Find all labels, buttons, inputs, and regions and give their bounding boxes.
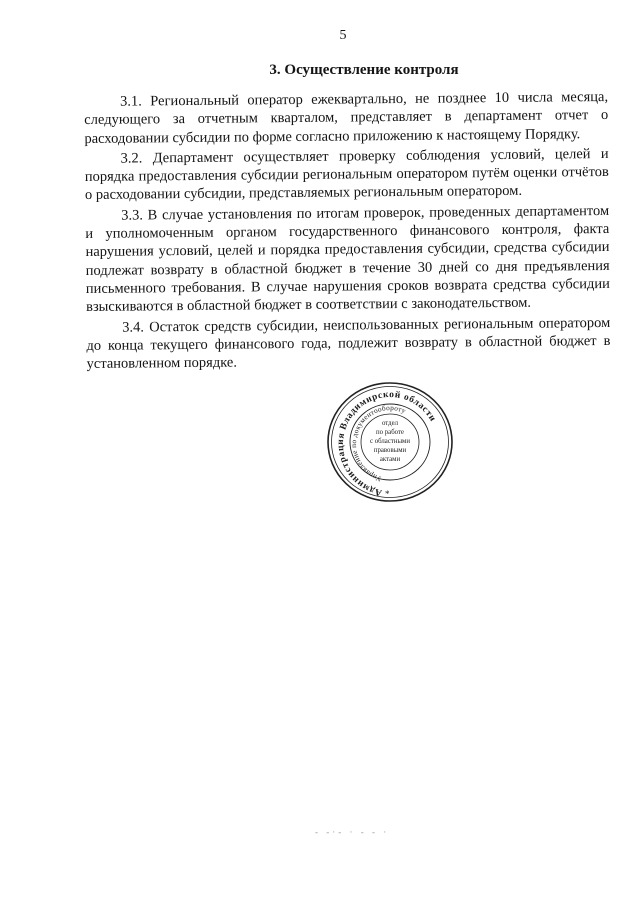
stamp-center-line: актами — [379, 456, 401, 463]
scan-artifact: - -·- · - - · — [315, 827, 390, 837]
stamp-center-line: с областными — [370, 438, 410, 445]
stamp-center-line: отдел — [381, 420, 399, 427]
stamp-inner-ring-text: Управление по документообороту — [349, 404, 408, 483]
stamp-star: * — [385, 489, 390, 499]
document-body — [84, 88, 611, 375]
stamp-center-line: правовыми — [373, 447, 407, 454]
paragraph-3-3: 3.3. В случае установления по итогам проверок, проведенных департаментом и уполномоченным органом государственного финансового контроля, факта нарушения условий, целей и порядка предоставления субсидии, средства субсидии подлежат возврату в областной бюджет в течение 30 дней со дня предъявления письменного требования. В случае нарушения сроков возврата средства субсидии взыскиваются в областной бюджет в соответствии с законодательством. — [85, 202, 610, 316]
stamp-center-line: по работе — [376, 429, 404, 436]
stamp-outer-ring-text: Администрация Владимирской области — [335, 389, 438, 498]
paragraph-3-1: 3.1. Региональный оператор ежеквартально, не позднее 10 числа месяца, следующего за отчетным кварталом, представляет в департамент отчет о расходовании субсидии по форме согласно приложению к настоящему Порядку. — [84, 88, 609, 147]
section-title: 3. Осуществление контроля — [269, 62, 459, 78]
paragraph-3-4: 3.4. Остаток средств субсидии, неиспользованных региональным оператором до конца текущего финансового года, подлежит возврату в областной бюджет в установленном порядке. — [86, 314, 611, 373]
stamp-seal-graphic — [325, 381, 455, 503]
official-stamp — [325, 381, 455, 503]
paragraph-3-2: 3.2. Департамент осуществляет проверку соблюдения условий, целей и порядка предоставления субсидии региональным оператором путём оценки отчётов о расходовании субсидии, представляемых региональным оператором. — [84, 145, 609, 204]
page-number: 5 — [339, 28, 347, 43]
